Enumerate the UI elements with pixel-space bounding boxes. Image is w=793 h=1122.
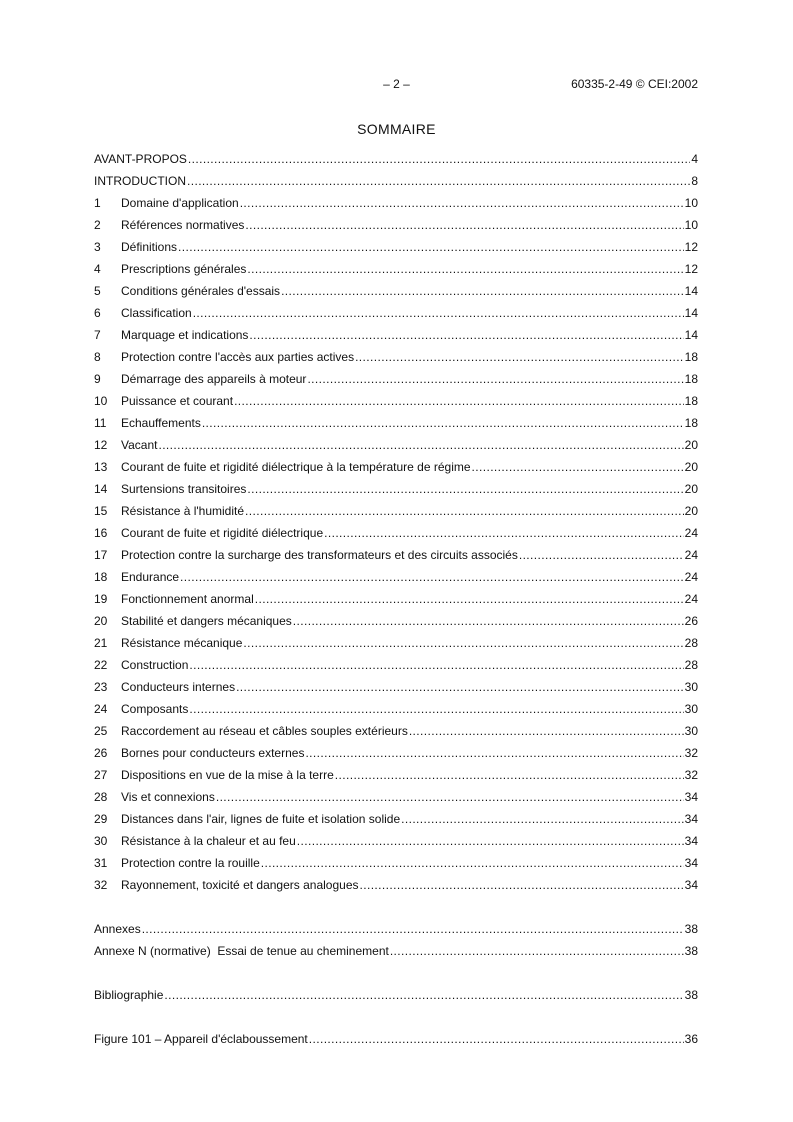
toc-entry-clause[interactable] — [94, 877, 698, 899]
toc-entry-page: 24 — [684, 570, 698, 584]
toc-entry-clause[interactable] — [94, 833, 698, 855]
dot-leader — [245, 503, 684, 519]
dot-leader — [519, 547, 684, 563]
dot-leader — [335, 767, 684, 783]
toc-entry-page: 30 — [684, 724, 698, 738]
dot-leader — [189, 701, 683, 717]
toc-entry-label: Annexe N (normative) Essai de tenue au cheminement — [94, 944, 389, 958]
toc-entry-label: Figure 101 – Appareil d'éclaboussement — [94, 1032, 308, 1046]
toc-entry-label: Définitions — [121, 240, 178, 254]
toc-entry-number: 23 — [94, 680, 108, 694]
toc-entry-number: 22 — [94, 658, 108, 672]
toc-entry-page: 38 — [684, 944, 698, 958]
toc-entry-label: Références normatives — [121, 218, 245, 232]
toc-entry-number: 28 — [94, 790, 108, 804]
toc-entry-label: Démarrage des appareils à moteur — [121, 372, 307, 386]
toc-entry-number: 8 — [94, 350, 101, 364]
toc-entry-clause[interactable] — [94, 525, 698, 547]
toc-entry-number: 20 — [94, 614, 108, 628]
toc-entry-number: 2 — [94, 218, 101, 232]
dot-leader — [305, 745, 683, 761]
toc-entry-clause[interactable] — [94, 811, 698, 833]
dot-leader — [297, 833, 684, 849]
toc-entry-number: 21 — [94, 636, 108, 650]
toc-entry-page: 32 — [684, 746, 698, 760]
dot-leader — [293, 613, 684, 629]
dot-leader — [245, 217, 683, 233]
toc-entry-number: 18 — [94, 570, 108, 584]
toc-entry-label: Rayonnement, toxicité et dangers analogues — [121, 878, 359, 892]
toc-entry-bibliography[interactable] — [94, 987, 698, 1009]
toc-entry-clause[interactable] — [94, 349, 698, 371]
toc-entry-label: Résistance à la chaleur et au feu — [121, 834, 296, 848]
toc-entry-label: Conducteurs internes — [121, 680, 236, 694]
toc-entry-number: 17 — [94, 548, 108, 562]
spacer — [94, 965, 698, 987]
toc-entry-clause[interactable] — [94, 393, 698, 415]
dot-leader — [188, 151, 690, 167]
dot-leader — [240, 195, 684, 211]
toc-entry-page: 10 — [684, 218, 698, 232]
dot-leader — [360, 877, 684, 893]
toc-entry-clause[interactable] — [94, 481, 698, 503]
toc-entry-clause[interactable] — [94, 415, 698, 437]
toc-entry-label: Vacant — [121, 438, 158, 452]
dot-leader — [178, 239, 684, 255]
toc-entry-number: 31 — [94, 856, 108, 870]
toc-entry-label: Protection contre l'accès aux parties actives — [121, 350, 355, 364]
toc-entry-number: 24 — [94, 702, 108, 716]
toc-clause-list — [94, 195, 698, 899]
toc-entry-clause[interactable] — [94, 635, 698, 657]
toc-entry-number: 6 — [94, 306, 101, 320]
dot-leader — [249, 327, 683, 343]
toc-entry-page: 24 — [684, 592, 698, 606]
toc-entry-label: Vis et connexions — [121, 790, 215, 804]
toc-entry-page: 34 — [684, 790, 698, 804]
toc-entry-page: 12 — [684, 240, 698, 254]
toc-entry-label: Puissance et courant — [121, 394, 234, 408]
dot-leader — [307, 371, 683, 387]
toc-entry-clause[interactable] — [94, 261, 698, 283]
toc-entry-page: 8 — [691, 174, 698, 188]
toc-entry-page: 20 — [684, 482, 698, 496]
toc-entry-label: Domaine d'application — [121, 196, 239, 210]
toc-entry-label: Résistance mécanique — [121, 636, 243, 650]
toc-entry-number: 32 — [94, 878, 108, 892]
toc-entry-number: 14 — [94, 482, 108, 496]
toc-entry-label: Conditions générales d'essais — [121, 284, 281, 298]
toc-entry-figure-101[interactable] — [94, 1031, 698, 1053]
toc-entry-clause[interactable] — [94, 195, 698, 217]
toc-entry-number: 4 — [94, 262, 101, 276]
toc-entry-label: Résistance à l'humidité — [121, 504, 245, 518]
toc-entry-label: Echauffements — [121, 416, 201, 430]
dot-leader — [247, 481, 683, 497]
dot-leader — [409, 723, 684, 739]
toc-entry-page: 18 — [684, 394, 698, 408]
toc-entry-label: Annexes — [94, 922, 141, 936]
spacer — [94, 899, 698, 921]
toc-entry-number: 3 — [94, 240, 101, 254]
toc-entry-number: 9 — [94, 372, 101, 386]
dot-leader — [261, 855, 684, 871]
toc-entry-clause[interactable] — [94, 459, 698, 481]
toc-entry-label: Stabilité et dangers mécaniques — [121, 614, 292, 628]
toc-entry-page: 26 — [684, 614, 698, 628]
toc-entry-label: Composants — [121, 702, 189, 716]
toc-entry-number: 29 — [94, 812, 108, 826]
toc-entry-number: 5 — [94, 284, 101, 298]
toc-entry-page: 18 — [684, 372, 698, 386]
toc-entry-page: 34 — [684, 834, 698, 848]
dot-leader — [158, 437, 683, 453]
toc-entry-label: Construction — [121, 658, 189, 672]
toc-entry-label: Bornes pour conducteurs externes — [121, 746, 305, 760]
toc-entry-label: Protection contre la surcharge des transformateurs et des circuits associés — [121, 548, 518, 562]
toc-entry-clause[interactable] — [94, 591, 698, 613]
toc-entry-annexes[interactable] — [94, 921, 698, 943]
toc-entry-clause[interactable] — [94, 283, 698, 305]
dot-leader — [247, 261, 683, 277]
toc-entry-page: 30 — [684, 702, 698, 716]
toc-entry-clause[interactable] — [94, 371, 698, 393]
toc-entry-clause[interactable] — [94, 239, 698, 261]
toc-entry-page: 12 — [684, 262, 698, 276]
toc-entry-clause[interactable] — [94, 547, 698, 569]
toc-entry-annex-n[interactable] — [94, 943, 698, 965]
toc-entry-clause[interactable] — [94, 745, 698, 767]
spacer — [94, 1009, 698, 1031]
toc-entry-number: 27 — [94, 768, 108, 782]
dot-leader — [255, 591, 684, 607]
toc-entry-number: 10 — [94, 394, 108, 408]
toc-entry-clause[interactable] — [94, 789, 698, 811]
dot-leader — [243, 635, 683, 651]
table-of-contents — [94, 151, 698, 1053]
document-reference: 60335-2-49 © CEI:2002 — [571, 77, 698, 91]
dot-leader — [281, 283, 684, 299]
toc-entry-clause[interactable] — [94, 855, 698, 877]
toc-entry-page: 20 — [684, 504, 698, 518]
dot-leader — [202, 415, 684, 431]
dot-leader — [236, 679, 684, 695]
dot-leader — [324, 525, 684, 541]
dot-leader — [234, 393, 684, 409]
toc-entry-page: 38 — [684, 922, 698, 936]
toc-entry-clause[interactable] — [94, 723, 698, 745]
toc-entry-page: 14 — [684, 306, 698, 320]
toc-entry-page: 14 — [684, 284, 698, 298]
toc-entry-page: 4 — [691, 152, 698, 166]
toc-entry-page: 36 — [684, 1032, 698, 1046]
dot-leader — [390, 943, 684, 959]
toc-entry-label: Courant de fuite et rigidité diélectrique — [121, 526, 324, 540]
toc-entry-clause[interactable] — [94, 657, 698, 679]
toc-entry-number: 16 — [94, 526, 108, 540]
dot-leader — [401, 811, 684, 827]
toc-entry-label: AVANT-PROPOS — [94, 152, 187, 166]
page-title: SOMMAIRE — [357, 121, 436, 137]
toc-entry-clause[interactable] — [94, 503, 698, 525]
dot-leader — [187, 173, 690, 189]
toc-entry-label: Distances dans l'air, lignes de fuite et isolation solide — [121, 812, 401, 826]
toc-entry-clause[interactable] — [94, 305, 698, 327]
toc-entry-number: 1 — [94, 196, 101, 210]
toc-entry-number: 13 — [94, 460, 108, 474]
toc-entry-label: Classification — [121, 306, 192, 320]
dot-leader — [189, 657, 683, 673]
toc-entry-label: Bibliographie — [94, 988, 164, 1002]
toc-entry-label: Courant de fuite et rigidité diélectrique à la température de régime — [121, 460, 471, 474]
toc-entry-label: Surtensions transitoires — [121, 482, 247, 496]
toc-entry-clause[interactable] — [94, 437, 698, 459]
toc-entry-label: Protection contre la rouille — [121, 856, 260, 870]
toc-entry-page: 28 — [684, 658, 698, 672]
toc-entry-number: 15 — [94, 504, 108, 518]
toc-entry-label: Fonctionnement anormal — [121, 592, 254, 606]
toc-entry-number: 26 — [94, 746, 108, 760]
toc-entry-page: 20 — [684, 438, 698, 452]
toc-entry-page: 20 — [684, 460, 698, 474]
toc-entry-page: 38 — [684, 988, 698, 1002]
toc-entry-clause[interactable] — [94, 613, 698, 635]
toc-entry-clause[interactable] — [94, 569, 698, 591]
dot-leader — [193, 305, 684, 321]
toc-entry-page: 28 — [684, 636, 698, 650]
toc-entry-page: 14 — [684, 328, 698, 342]
page-number: – 2 – — [383, 77, 410, 91]
toc-entry-page: 24 — [684, 526, 698, 540]
toc-entry-clause[interactable] — [94, 217, 698, 239]
toc-entry-number: 25 — [94, 724, 108, 738]
toc-entry-page: 10 — [684, 196, 698, 210]
toc-entry-page: 34 — [684, 878, 698, 892]
toc-entry-page: 18 — [684, 416, 698, 430]
toc-entry-number: 7 — [94, 328, 101, 342]
dot-leader — [216, 789, 684, 805]
toc-entry-number: 30 — [94, 834, 108, 848]
dot-leader — [355, 349, 684, 365]
toc-entry-page: 18 — [684, 350, 698, 364]
toc-entry-page: 34 — [684, 812, 698, 826]
toc-entry-label: Marquage et indications — [121, 328, 249, 342]
toc-entry-clause[interactable] — [94, 701, 698, 723]
toc-entry-label: Raccordement au réseau et câbles souples extérieurs — [121, 724, 408, 738]
toc-entry-label: INTRODUCTION — [94, 174, 186, 188]
toc-entry-number: 11 — [94, 416, 107, 430]
toc-entry-number: 12 — [94, 438, 108, 452]
dot-leader — [142, 921, 684, 937]
toc-entry-foreword[interactable] — [94, 151, 698, 173]
toc-entry-introduction[interactable] — [94, 173, 698, 195]
dot-leader — [309, 1031, 684, 1047]
toc-entry-page: 34 — [684, 856, 698, 870]
toc-entry-label: Endurance — [121, 570, 180, 584]
toc-entry-clause[interactable] — [94, 679, 698, 701]
dot-leader — [472, 459, 684, 475]
toc-entry-number: 19 — [94, 592, 108, 606]
toc-entry-page: 30 — [684, 680, 698, 694]
toc-entry-clause[interactable] — [94, 767, 698, 789]
dot-leader — [164, 987, 683, 1003]
toc-entry-label: Prescriptions générales — [121, 262, 247, 276]
toc-entry-label: Dispositions en vue de la mise à la terre — [121, 768, 334, 782]
toc-entry-clause[interactable] — [94, 327, 698, 349]
toc-entry-page: 32 — [684, 768, 698, 782]
dot-leader — [180, 569, 684, 585]
toc-entry-page: 24 — [684, 548, 698, 562]
